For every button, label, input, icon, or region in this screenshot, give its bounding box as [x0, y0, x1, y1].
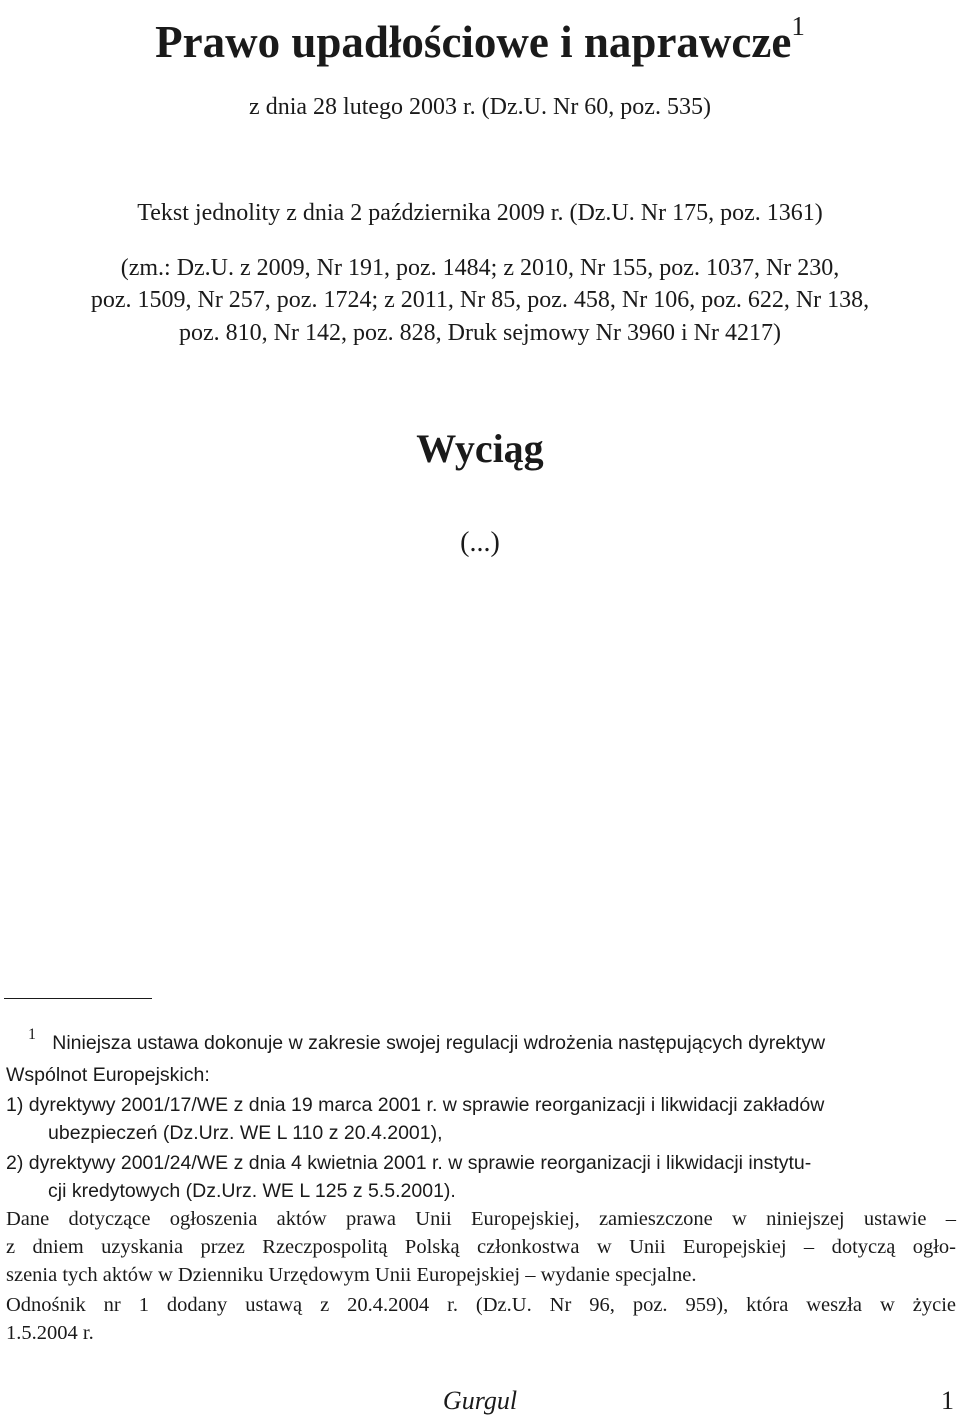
amendments-line-3: poz. 810, Nr 142, poz. 828, Druk sejmowy Nr 3960 i Nr 4217)	[179, 320, 781, 346]
footnote-data-line-1: Dane dotyczące ogłoszenia aktów prawa Unii Europejskiej, zamieszczone w niniejszej ustawie –	[6, 1208, 956, 1230]
footnote-data-line-2: z dniem uzyskania przez Rzeczpospolitą Polską członkostwa w Unii Europejskiej – dotyczą ogło-	[6, 1236, 956, 1258]
consolidated-text-line: Tekst jednolity z dnia 2 października 2009 r. (Dz.U. Nr 175, poz. 1361)	[137, 200, 823, 226]
document-title	[0, 4, 960, 70]
footnote-item-1-line-1: 1) dyrektywy 2001/17/WE z dnia 19 marca 2001 r. w sprawie reorganizacji i likwidacji zakładów	[6, 1094, 825, 1116]
footer-author: Gurgul	[442, 1386, 518, 1415]
footnote-marker: 1	[28, 1026, 36, 1043]
footnote-intro-line-1	[28, 1026, 956, 1058]
date-line: z dnia 28 lutego 2003 r. (Dz.U. Nr 60, poz. 535)	[249, 94, 711, 120]
amendments-line-2: poz. 1509, Nr 257, poz. 1724; z 2011, Nr 85, poz. 458, Nr 106, poz. 622, Nr 138,	[90, 287, 870, 313]
title-text: Prawo upadłościowe i naprawcze	[155, 17, 792, 67]
footnote-intro-line-2: Wspólnot Europejskich:	[6, 1064, 210, 1086]
footnote-reference-line-2: 1.5.2004 r.	[6, 1322, 94, 1344]
footnote-item-2-line-1: 2) dyrektywy 2001/24/WE z dnia 4 kwietnia 2001 r. w sprawie reorganizacji i likwidacji instytu-	[6, 1152, 812, 1174]
page-number: 1	[941, 1386, 954, 1415]
omission-ellipsis: (...)	[460, 527, 500, 558]
footnote-data-line-3: szenia tych aktów w Dzienniku Urzędowym Unii Europejskiej – wydanie specjalne.	[6, 1264, 697, 1286]
extract-heading: Wyciąg	[416, 426, 544, 471]
amendments-line-1: (zm.: Dz.U. z 2009, Nr 191, poz. 1484; z 2010, Nr 155, poz. 1037, Nr 230,	[120, 255, 840, 281]
footnote-reference-line-1: Odnośnik nr 1 dodany ustawą z 20.4.2004 r. (Dz.U. Nr 96, poz. 959), która weszła w życie	[6, 1294, 956, 1316]
footnote-item-2-line-2: cji kredytowych (Dz.Urz. WE L 125 z 5.5.2001).	[48, 1180, 456, 1202]
footnote-separator	[4, 998, 152, 999]
footnote-item-1-line-2: ubezpieczeń (Dz.Urz. WE L 110 z 20.4.2001),	[48, 1122, 443, 1144]
footnote-intro-text: Niniejsza ustawa dokonuje w zakresie swojej regulacji wdrożenia następujących dyrektyw	[52, 1032, 826, 1054]
title-footnote-marker: 1	[791, 11, 805, 41]
